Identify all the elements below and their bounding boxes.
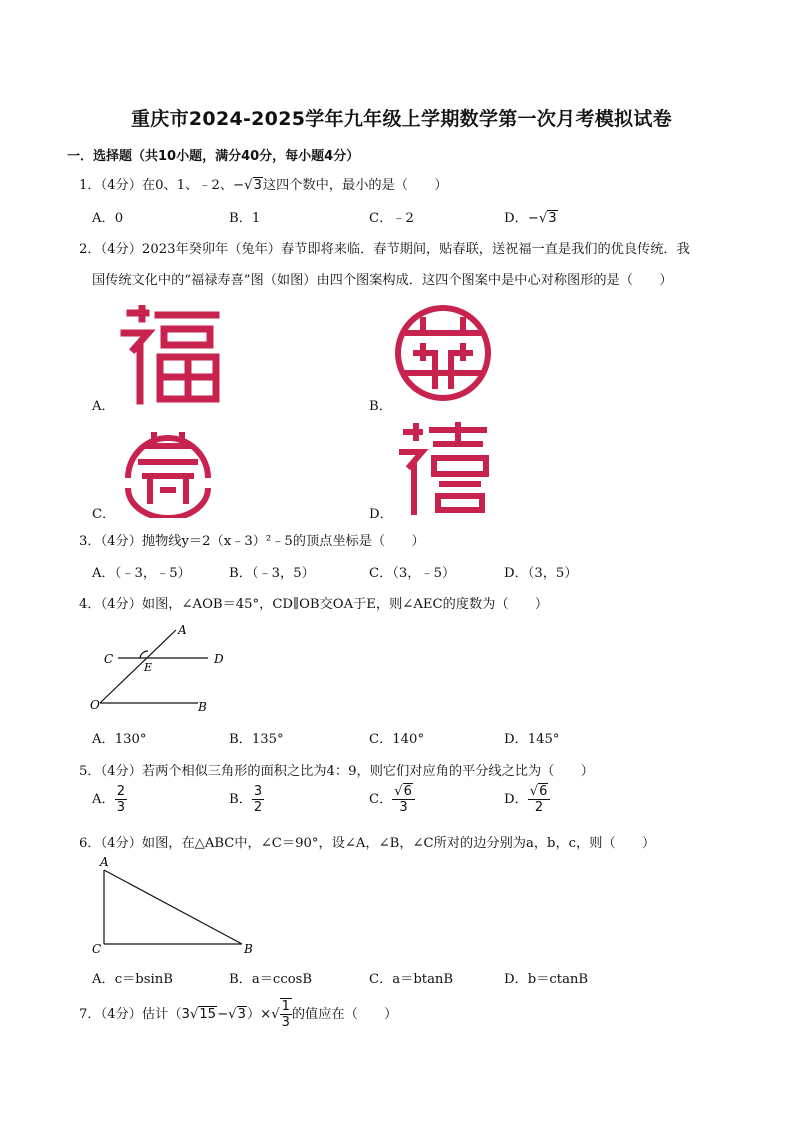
question-6: 6．（4分）如图，在△ABC中，∠C＝90°，设∠A，∠B，∠C所对的边分别为a，b，c，则（ ） bbox=[79, 836, 656, 851]
q3-option-a: A．（﹣3，﹣5） bbox=[92, 566, 191, 581]
q1-radical: −√3 bbox=[233, 178, 262, 193]
q6-label-a: A bbox=[100, 855, 109, 869]
q2-option-a: A． bbox=[92, 399, 115, 414]
q1-option-d: D．−√3 bbox=[504, 211, 557, 226]
lu-seal-icon bbox=[393, 303, 493, 403]
q4-option-b: B．135° bbox=[229, 732, 284, 747]
q1-option-c: C．﹣2 bbox=[369, 211, 414, 226]
q5-option-c: C． $\frac{√6}{3}$ bbox=[369, 784, 415, 815]
question-2-line-1: 2．（4分）2023年癸卯年（兔年）春节即将来临．春节期间，贴春联，送祝福一直是我们的优良传统．我 bbox=[79, 242, 690, 257]
q4-label-c: C bbox=[104, 652, 114, 666]
q6-option-b: B．a＝ccosB bbox=[229, 972, 313, 987]
question-1 bbox=[79, 174, 448, 193]
question-3: 3．（4分）抛物线y＝2（x﹣3）²﹣5的顶点坐标是（ ） bbox=[79, 534, 425, 549]
q5-option-b: B． $\frac{3}{2}$ bbox=[229, 784, 263, 815]
q2-option-d: D． bbox=[369, 507, 393, 522]
question-5: 5．（4分）若两个相似三角形的面积之比为4：9，则它们对应角的平分线之比为（ ） bbox=[79, 764, 594, 779]
q1-option-a: A．0 bbox=[92, 211, 124, 226]
q4-figure bbox=[88, 618, 228, 718]
q4-option-c: C．140° bbox=[369, 732, 425, 747]
q5-option-d: D． $\frac{√6}{2}$ bbox=[504, 784, 550, 815]
q2-option-c: C． bbox=[92, 507, 116, 522]
q6-option-a: A．c＝bsinB bbox=[92, 972, 173, 987]
q7-expression: （3√15−√3）×√ $\frac{1}{3}$ bbox=[168, 999, 290, 1030]
question-7: 7．（4分）估计（3√15−√3）×√ $\frac{1}{3}$ 的值应在（ ） bbox=[79, 999, 398, 1030]
q6-label-c: C bbox=[92, 942, 102, 956]
q4-label-o: O bbox=[90, 698, 100, 712]
q6-label-b: B bbox=[244, 942, 253, 956]
q1-prefix: 1．（4分）在0、1、﹣2、 bbox=[79, 178, 234, 193]
q4-label-b: B bbox=[198, 700, 207, 714]
q3-option-b: B．（﹣3，5） bbox=[229, 566, 315, 581]
q3-option-c: C．（3，﹣5） bbox=[369, 566, 456, 581]
question-4: 4．（4分）如图，∠AOB＝45°，CD∥OB交OA于E，则∠AEC的度数为（ ） bbox=[79, 597, 549, 612]
q4-label-a: A bbox=[178, 623, 187, 637]
xi-seal-icon bbox=[398, 422, 490, 517]
q1-suffix: 这四个数中，最小的是（ ） bbox=[262, 178, 448, 193]
question-2-line-2: 国传统文化中的“福禄寿喜”图（如图）由四个图案构成．这四个图案中是中心对称图形的是（ ） bbox=[92, 273, 673, 288]
q6-option-d: D．b＝ctanB bbox=[504, 972, 589, 987]
q5-option-a: A． $\frac{2}{3}$ bbox=[92, 784, 125, 815]
section-heading: 一．选择题（共10小题，满分40分，每小题4分） bbox=[67, 149, 360, 164]
fu-seal-icon bbox=[118, 305, 223, 405]
q6-figure bbox=[88, 852, 263, 957]
q4-label-d: D bbox=[214, 652, 224, 666]
q2-option-b: B． bbox=[369, 399, 392, 414]
q4-option-d: D．145° bbox=[504, 732, 560, 747]
q3-option-d: D．（3，5） bbox=[504, 566, 578, 581]
q4-label-e: E bbox=[144, 661, 153, 674]
shou-seal-icon bbox=[118, 418, 218, 518]
q4-option-a: A．130° bbox=[92, 732, 147, 747]
q6-option-c: C．a＝btanB bbox=[369, 972, 454, 987]
page-title: 重庆市2024-2025学年九年级上学期数学第一次月考模拟试卷 bbox=[131, 108, 672, 130]
q1-option-b: B．1 bbox=[229, 211, 261, 226]
